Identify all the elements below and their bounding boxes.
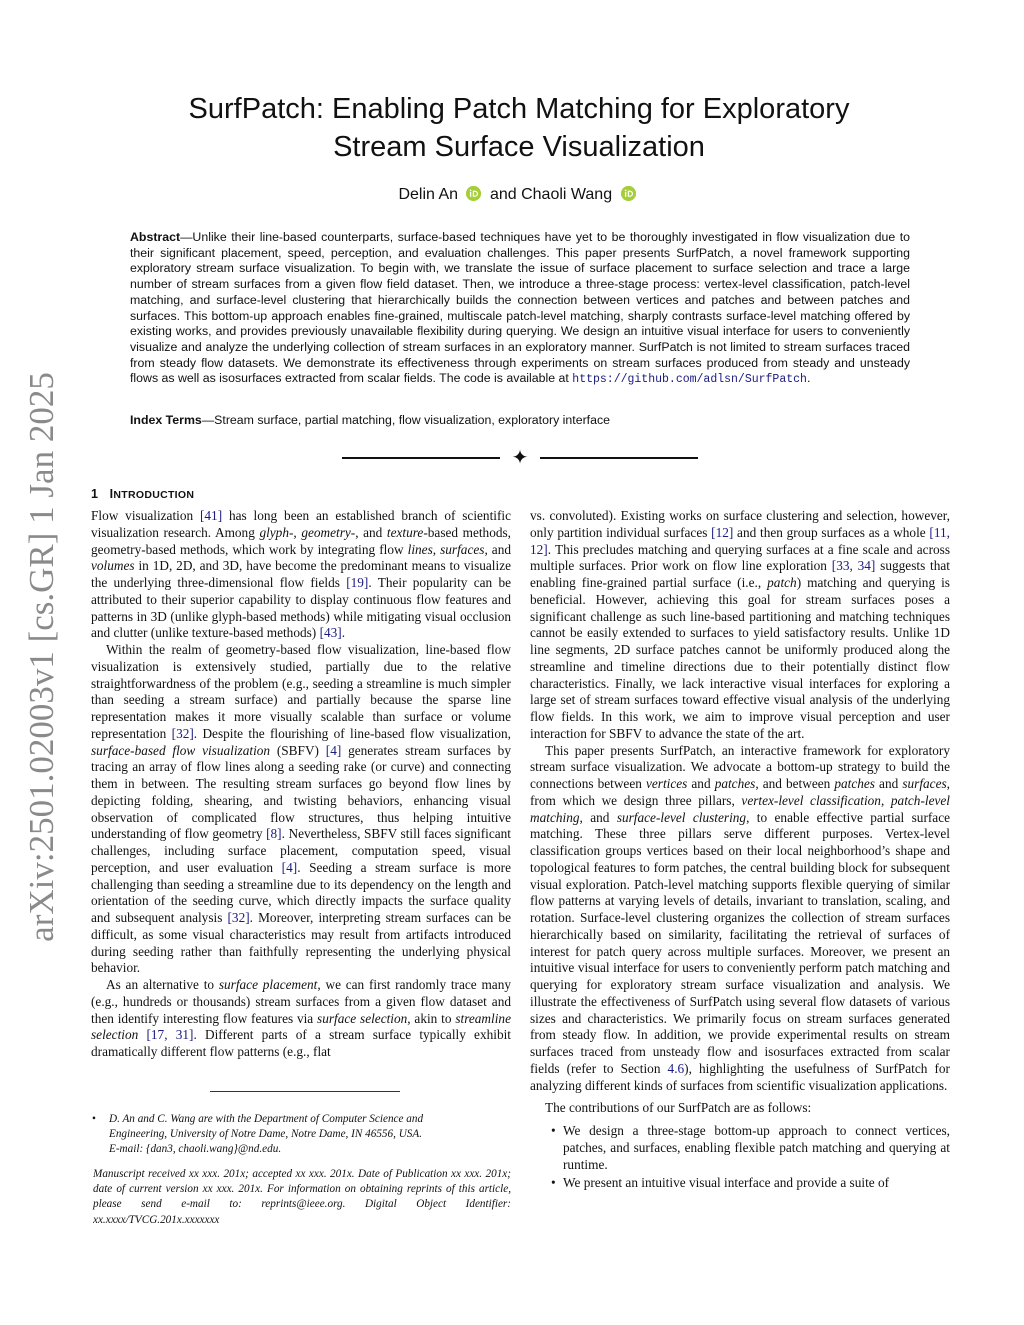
list-item: • We design a three-stage bottom-up approach to connect vertices, patches, and surfaces, enabling flexible patch matching and querying at runtime.	[530, 1123, 950, 1173]
index-terms-label: Index Terms	[130, 413, 202, 427]
code-link[interactable]: https://github.com/adlsn/SurfPatch	[572, 373, 807, 387]
body-column-left	[91, 508, 511, 1061]
author-name: Chaoli Wang	[521, 186, 613, 203]
author-list	[112, 184, 926, 206]
title-line-1: SurfPatch: Enabling Patch Matching for Exploratory	[188, 93, 850, 125]
arxiv-identifier-stamp: arXiv:2501.02003v1 [cs.GR] 1 Jan 2025	[22, 372, 61, 942]
author-conjunction: and	[489, 186, 517, 203]
manuscript-footnote: Manuscript received xx xxx. 201x; accepted xx xxx. 201x. Date of Publication xx xxx. 201x; date of current version xx xxx. 201x. For information on obtaining reprints of this article, please send e-mail to: reprints@ieee.org. Digital Object Identifier: xx.xxxx/TVCG.201x.xxxxxxx	[93, 1168, 511, 1226]
title-line-2: Stream Surface Visualization	[333, 131, 705, 163]
affiliation-line: • D. An and C. Wang are with the Department of Computer Science and	[109, 1113, 424, 1125]
affiliation-footnote	[91, 1112, 511, 1157]
paragraph: This paper presents SurfPatch, an interactive framework for exploratory stream surface visualization. We advocate a bottom-up strategy to build the connections between vertices and patches, and between patches and surfaces, from which we design three pillars, vertex-level classification, patch-level matching, and surface-level clustering, to enable effective partial surface matching. These three pillars serve different purposes. Vertex-level classification groups vertices based on their local neighborhood’s shape and topological features to form patches, the central building block for subsequent visual exploration. Patch-level matching supports flexible querying of similar flow patterns at varying levels of details, invariant to translation, scaling, and rotation. Surface-level clustering organizes the collection of stream surfaces hierarchically based on similarity, facilitating the retrieval of surfaces of interest for patch query across multiple surfaces. Moreover, we present an intuitive visual interface for users to conveniently perform patch matching and querying for exploratory stream surface visualization and analysis. We illustrate the effectiveness of SurfPatch using several flow datasets of various sizes and characteristics. We primarily focus on stream surfaces generated from steady flow. In addition, we provide experimental results on stream surfaces traced from unsteady flow and isosurfaces extracted from scalar fields (refer to Section 4.6), highlighting the usefulness of SurfPatch for analyzing different kinds of surfaces from scientific visualization applications.	[530, 742, 951, 1093]
section-divider	[342, 448, 698, 468]
author-name: Delin An	[398, 186, 459, 203]
section-heading	[91, 487, 194, 501]
orcid-icon[interactable]	[466, 186, 481, 201]
paragraph: vs. convoluted). Existing works on surface clustering and selection, however, only partition individual surfaces [12] and then group surfaces as a whole [11, 12]. This precludes matching and querying surfaces at a fine scale and across multiple surfaces. Prior work on flow line exploration [33, 34] suggests that enabling fine-grained partial surface (i.e., patch) matching and querying is beneficial. However, achieving this goal for stream surfaces poses a significant challenge as such line-based partitioning and matching techniques cannot be easily extended to surfaces to yield satisfactory results. Unlike 1D line segments, 2D surface patches cannot be uniformly produced along the streamline and timeline directions due to their potentially distinct flow characteristics. Finally, we lack interactive visual interfaces for exploring a large set of stream surfaces toward effective visual analysis of the underlying flow fields. In this work, we aim to improve visual perception and user interaction for SBFV to advance the state of the art.	[530, 508, 950, 741]
contributions-list	[530, 1123, 950, 1192]
abstract-end: .	[806, 371, 811, 386]
body-column-right	[530, 508, 950, 1194]
diamond-ornament-icon: ✦	[511, 447, 529, 469]
section-number: 1	[91, 487, 99, 501]
list-item: • We present an intuitive visual interface and provide a suite of	[530, 1175, 950, 1192]
section-title-initial: I	[109, 487, 114, 501]
paragraph: As an alternative to surface placement, we can first randomly trace many (e.g., hundreds or thousands) stream surfaces from a given flow dataset and then identify interesting flow features via surface selection, akin to streamline selection [17, 31]. Different parts of a stream surface typically exhibit dramatically different flow patterns (e.g., flat	[91, 977, 511, 1059]
orcid-icon[interactable]	[621, 186, 636, 201]
divider-line-right	[540, 457, 698, 459]
abstract	[130, 230, 910, 388]
section-title-rest: NTRODUCTION	[113, 489, 195, 501]
abstract-text: —Unlike their line-based counterparts, surface-based techniques have yet to be thoroughly investigated in flow visualization due to their significant placement, speed, perception, and evaluation challenges. This paper presents SurfPatch, a novel framework supporting exploratory stream surface visualization. To begin with, we translate the issue of surface placement to surface selection and trace a large number of stream surfaces from a given flow field dataset. Then, we introduce a three-stage process: vertex-level classification, patch-level matching, and surface-level clustering that hierarchically builds the connection between vertices and patches and between patches and surfaces. This bottom-up approach enables fine-grained, multiscale patch-level matching, sharply contrasts surface-level matching offered by existing works, and provides previously unavailable flexibility during querying. We design an intuitive visual interface for users to conveniently visualize and analyze the underlying collection of stream surfaces in an exploratory manner. SurfPatch is not limited to stream surfaces traced from steady flow datasets. We demonstrate its effectiveness through experiments on stream surfaces produced from steady and unsteady flows as well as isosurfaces extracted from scalar fields. The code is available at	[130, 230, 910, 386]
affiliation-line: E-mail: {dan3, chaoli.wang}@nd.edu.	[109, 1143, 282, 1156]
contributions-intro: The contributions of our SurfPatch are as follows:	[545, 1100, 812, 1116]
footnote-rule	[210, 1091, 400, 1092]
paper-title	[112, 90, 926, 166]
paragraph: Within the realm of geometry-based flow visualization, line-based flow visualization is extensively studied, partially due to the relative straightforwardness of the problem (e.g., seeding a streamline is much simpler than seeding a stream surface) and partially because the sparse line representation makes it more visually scalable than surface or volume representation [32]. Despite the flourishing of line-based flow visualization, surface-based flow visualization (SBFV) [4] generates stream surfaces by tracing an array of flow lines along a seeding rake (or curve) and connecting them in between. The resulting stream surfaces go beyond flow lines by depicting folding, shearing, and twisting behaviors, enhancing visual observation of complicated flow structures, thus helping intuitive understanding of flow geometry [8]. Nevertheless, SBFV still faces significant challenges, including surface placement, computation speed, visual perception, and user evaluation [4]. Seeding a stream surface is more challenging than seeding a streamline due to its dependency on the length and orientation of the seeding curve, which directly impacts the surface quality and subsequent analysis [32]. Moreover, interpreting stream surfaces can be difficult, as some visual characteristics may result from artifacts introduced during seeding rather than faithfully representing the underlying physical behavior.	[91, 642, 511, 976]
index-terms-text: —Stream surface, partial matching, flow visualization, exploratory interface	[201, 413, 611, 427]
affiliation-line: Engineering, University of Notre Dame, Notre Dame, IN 46556, USA.	[109, 1128, 422, 1141]
index-terms	[130, 412, 910, 428]
footnotes	[91, 1112, 511, 1228]
paragraph: Flow visualization [41] has long been an established branch of scientific visualization research. Among glyph-, geometry-, and texture-based methods, geometry-based methods, which work by integrating flow lines, surfaces, and volumes in 1D, 2D, and 3D, have become the predominant means to visualize the underlying three-dimensional flow fields [19]. Their popularity can be attributed to their superior capability to display continuous flow features and patterns in 3D (unlike glyph-based methods) while mitigating visual occlusion and clutter (unlike texture-based methods) [43].	[91, 508, 512, 641]
abstract-label: Abstract	[130, 230, 181, 244]
divider-line-left	[342, 457, 500, 459]
